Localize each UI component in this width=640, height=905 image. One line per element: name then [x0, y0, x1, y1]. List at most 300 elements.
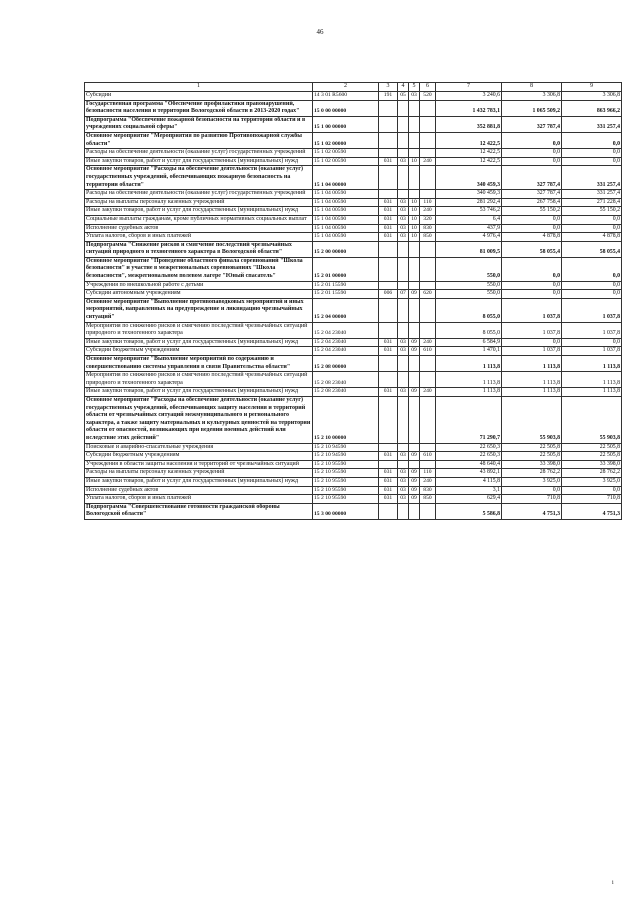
row-value-2018-cell: 8 055,0	[436, 298, 502, 322]
row-value-2019-cell: 33 398,0	[502, 460, 562, 469]
row-type-cell	[420, 281, 436, 290]
row-value-2019-cell: 1 037,8	[502, 347, 562, 356]
row-value-2019-cell: 1 113,8	[502, 372, 562, 388]
row-value-2020-cell: 3 306,8	[562, 92, 622, 101]
row-value-2020-cell: 55 150,2	[562, 207, 622, 216]
row-section-cell: 03	[398, 198, 409, 207]
table-row	[85, 347, 622, 356]
row-value-2019-cell: 327 787,4	[502, 116, 562, 132]
row-value-2019-cell: 3 306,8	[502, 92, 562, 101]
row-subsection-cell	[409, 241, 420, 257]
row-name-cell: Расходы на выплаты персоналу казенных учреждений	[85, 469, 313, 478]
row-section-cell	[398, 166, 409, 190]
row-value-2020-cell: 3 925,0	[562, 477, 622, 486]
header-cell: 9	[562, 83, 622, 92]
row-value-2018-cell: 12 422,5	[436, 149, 502, 158]
row-value-2018-cell: 340 459,3	[436, 190, 502, 199]
row-value-2020-cell: 0,0	[562, 281, 622, 290]
row-ministry-cell	[379, 298, 398, 322]
row-value-2020-cell: 1 113,8	[562, 356, 622, 372]
row-type-cell	[420, 100, 436, 116]
table-row	[85, 290, 622, 299]
row-name-cell: Субсидии	[85, 92, 313, 101]
row-subsection-cell: 10	[409, 224, 420, 233]
row-subsection-cell	[409, 460, 420, 469]
row-value-2020-cell: 1 113,8	[562, 372, 622, 388]
row-name-cell: Подпрограмма "Совершенствование готовности гражданской обороны Вологодской области"	[85, 503, 313, 519]
row-value-2020-cell: 33 398,0	[562, 460, 622, 469]
row-type-cell: 240	[420, 388, 436, 397]
row-subsection-cell	[409, 132, 420, 148]
row-ministry-cell: 031	[379, 157, 398, 166]
row-name-cell: Исполнение судебных актов	[85, 224, 313, 233]
row-section-cell	[398, 132, 409, 148]
row-value-2018-cell: 3,1	[436, 486, 502, 495]
row-code-cell: 15 1 04 00590	[313, 198, 379, 207]
row-section-cell	[398, 356, 409, 372]
row-type-cell	[420, 116, 436, 132]
row-subsection-cell	[409, 298, 420, 322]
row-name-cell: Уплата налогов, сборов и иных платежей	[85, 495, 313, 504]
row-value-2019-cell: 327 787,4	[502, 166, 562, 190]
row-value-2019-cell: 0,0	[502, 132, 562, 148]
row-value-2018-cell: 3 240,6	[436, 92, 502, 101]
row-value-2020-cell: 1 037,8	[562, 298, 622, 322]
row-type-cell: 830	[420, 224, 436, 233]
row-value-2020-cell: 0,0	[562, 215, 622, 224]
row-ministry-cell: 031	[379, 477, 398, 486]
row-value-2020-cell: 22 505,8	[562, 443, 622, 452]
table-row	[85, 356, 622, 372]
table-row	[85, 166, 622, 190]
row-type-cell	[420, 503, 436, 519]
table-row	[85, 298, 622, 322]
table-row	[85, 215, 622, 224]
row-value-2018-cell: 12 422,5	[436, 157, 502, 166]
row-value-2019-cell: 55 903,8	[502, 396, 562, 443]
table-row	[85, 486, 622, 495]
table-row	[85, 233, 622, 242]
row-code-cell: 15 1 04 00590	[313, 224, 379, 233]
row-value-2018-cell: 1 113,8	[436, 388, 502, 397]
row-value-2018-cell: 22 650,3	[436, 452, 502, 461]
row-value-2020-cell: 0,0	[562, 224, 622, 233]
row-code-cell: 15 1 04 00590	[313, 215, 379, 224]
row-value-2019-cell: 3 925,0	[502, 477, 562, 486]
table-row	[85, 92, 622, 101]
row-subsection-cell	[409, 281, 420, 290]
row-name-cell: Иные закупки товаров, работ и услуг для государственных (муниципальных) нужд	[85, 388, 313, 397]
corner-mark: i	[612, 880, 614, 886]
row-name-cell: Расходы на обеспечение деятельности (оказание услуг) государственных учреждений	[85, 190, 313, 199]
row-name-cell: Учреждения в области защиты населения и территорий от чрезвычайных ситуаций	[85, 460, 313, 469]
row-name-cell: Мероприятия по снижению рисков и смягчению последствий чрезвычайных ситуаций природного и техногенного характера	[85, 372, 313, 388]
row-value-2019-cell: 0,0	[502, 290, 562, 299]
row-type-cell: 240	[420, 157, 436, 166]
row-value-2018-cell: 48 640,4	[436, 460, 502, 469]
row-name-cell: Социальные выплаты гражданам, кроме публичных нормативных социальных выплат	[85, 215, 313, 224]
row-subsection-cell: 09	[409, 290, 420, 299]
row-name-cell: Основное мероприятие "Расходы на обеспечение деятельности (оказание услуг) государственных учреждений, обеспечивающих защиту населения и территорий области от чрезвычайных ситуаций межмуниципального и регионального характера, а также защиту материальных и культурных ценностей на территории области от опасностей, возникающих при ведении военных действий или вследствие этих действий"	[85, 396, 313, 443]
row-type-cell	[420, 190, 436, 199]
row-name-cell: Субсидии бюджетным учреждениям	[85, 347, 313, 356]
row-section-cell	[398, 100, 409, 116]
table-row	[85, 281, 622, 290]
row-value-2018-cell: 8 055,0	[436, 322, 502, 338]
row-value-2019-cell: 1 113,8	[502, 388, 562, 397]
row-type-cell	[420, 298, 436, 322]
row-value-2020-cell: 4 878,8	[562, 233, 622, 242]
row-subsection-cell: 10	[409, 157, 420, 166]
row-section-cell: 03	[398, 157, 409, 166]
table-row	[85, 241, 622, 257]
row-type-cell	[420, 460, 436, 469]
table-body	[85, 83, 622, 520]
row-type-cell	[420, 241, 436, 257]
row-ministry-cell: 191	[379, 92, 398, 101]
row-type-cell: 240	[420, 207, 436, 216]
row-ministry-cell: 031	[379, 452, 398, 461]
row-section-cell	[398, 241, 409, 257]
row-type-cell: 240	[420, 477, 436, 486]
row-value-2020-cell: 0,0	[562, 338, 622, 347]
row-type-cell: 320	[420, 215, 436, 224]
row-section-cell	[398, 460, 409, 469]
header-cell: 4	[398, 83, 409, 92]
row-name-cell: Иные закупки товаров, работ и услуг для государственных (муниципальных) нужд	[85, 157, 313, 166]
row-value-2019-cell: 0,0	[502, 157, 562, 166]
row-name-cell: Основное мероприятие "Мероприятия по развитию Противопожарной службы области"	[85, 132, 313, 148]
row-ministry-cell	[379, 396, 398, 443]
row-value-2020-cell: 0,0	[562, 486, 622, 495]
table-row	[85, 503, 622, 519]
row-type-cell	[420, 356, 436, 372]
row-subsection-cell	[409, 257, 420, 281]
row-value-2019-cell: 4 751,3	[502, 503, 562, 519]
header-cell: 3	[379, 83, 398, 92]
row-ministry-cell	[379, 322, 398, 338]
row-value-2019-cell: 58 055,4	[502, 241, 562, 257]
row-value-2018-cell: 4 976,4	[436, 233, 502, 242]
row-section-cell: 03	[398, 477, 409, 486]
row-name-cell: Учреждения по внешкольной работе с детьми	[85, 281, 313, 290]
row-subsection-cell	[409, 100, 420, 116]
row-subsection-cell: 09	[409, 486, 420, 495]
header-cell: 2	[313, 83, 379, 92]
row-ministry-cell: 031	[379, 198, 398, 207]
row-code-cell: 15 1 02 00590	[313, 149, 379, 158]
row-section-cell	[398, 281, 409, 290]
row-value-2019-cell: 327 787,4	[502, 190, 562, 199]
row-value-2019-cell: 1 113,8	[502, 356, 562, 372]
row-subsection-cell	[409, 322, 420, 338]
row-subsection-cell	[409, 396, 420, 443]
row-type-cell	[420, 166, 436, 190]
row-section-cell: 07	[398, 290, 409, 299]
row-value-2019-cell: 28 762,2	[502, 469, 562, 478]
row-type-cell: 240	[420, 338, 436, 347]
row-ministry-cell	[379, 132, 398, 148]
header-cell: 6	[420, 83, 436, 92]
row-ministry-cell	[379, 281, 398, 290]
row-subsection-cell: 10	[409, 215, 420, 224]
row-name-cell: Расходы на выплаты персоналу казенных учреждений	[85, 198, 313, 207]
row-value-2018-cell: 629,4	[436, 495, 502, 504]
row-value-2019-cell: 710,8	[502, 495, 562, 504]
row-code-cell: 15 2 10 95590	[313, 460, 379, 469]
row-ministry-cell: 031	[379, 215, 398, 224]
row-subsection-cell: 10	[409, 207, 420, 216]
row-ministry-cell: 031	[379, 388, 398, 397]
row-name-cell: Государственная программа "Обеспечение профилактики правонарушений, безопасности населения и территории Вологодской области в 2013-2020 годах"	[85, 100, 313, 116]
row-code-cell: 15 1 04 00590	[313, 233, 379, 242]
row-type-cell: 830	[420, 486, 436, 495]
page-number: 46	[316, 28, 324, 36]
row-code-cell: 15 2 04 23040	[313, 347, 379, 356]
row-value-2019-cell: 55 150,2	[502, 207, 562, 216]
row-subsection-cell: 09	[409, 469, 420, 478]
row-value-2018-cell: 4 115,8	[436, 477, 502, 486]
row-subsection-cell: 09	[409, 347, 420, 356]
table-row	[85, 198, 622, 207]
row-name-cell: Исполнение судебных актов	[85, 486, 313, 495]
row-ministry-cell: 031	[379, 207, 398, 216]
row-subsection-cell: 09	[409, 388, 420, 397]
row-section-cell	[398, 322, 409, 338]
row-code-cell: 15 1 04 00590	[313, 207, 379, 216]
row-section-cell: 03	[398, 469, 409, 478]
row-section-cell	[398, 503, 409, 519]
row-ministry-cell	[379, 166, 398, 190]
table-row	[85, 257, 622, 281]
row-value-2018-cell: 12 422,5	[436, 132, 502, 148]
row-value-2020-cell: 58 055,4	[562, 241, 622, 257]
row-section-cell	[398, 116, 409, 132]
row-value-2018-cell: 352 881,8	[436, 116, 502, 132]
row-name-cell: Поисковые и аварийно-спасательные учреждения	[85, 443, 313, 452]
row-type-cell: 110	[420, 198, 436, 207]
row-value-2020-cell: 863 966,2	[562, 100, 622, 116]
row-value-2018-cell: 550,0	[436, 257, 502, 281]
row-value-2018-cell: 1 432 783,1	[436, 100, 502, 116]
row-value-2018-cell: 6,4	[436, 215, 502, 224]
table-row	[85, 460, 622, 469]
row-value-2019-cell: 0,0	[502, 257, 562, 281]
row-code-cell: 15 1 04 00000	[313, 166, 379, 190]
row-value-2019-cell: 0,0	[502, 281, 562, 290]
table-row	[85, 338, 622, 347]
budget-table	[84, 82, 622, 520]
row-name-cell: Иные закупки товаров, работ и услуг для государственных (муниципальных) нужд	[85, 477, 313, 486]
row-ministry-cell	[379, 190, 398, 199]
table-row	[85, 190, 622, 199]
row-value-2018-cell: 6 584,9	[436, 338, 502, 347]
row-section-cell	[398, 396, 409, 443]
row-ministry-cell	[379, 241, 398, 257]
row-code-cell: 15 2 01 00000	[313, 257, 379, 281]
row-ministry-cell: 031	[379, 347, 398, 356]
row-ministry-cell	[379, 149, 398, 158]
row-subsection-cell	[409, 503, 420, 519]
row-subsection-cell	[409, 356, 420, 372]
row-value-2020-cell: 331 257,4	[562, 116, 622, 132]
row-section-cell: 03	[398, 233, 409, 242]
row-name-cell: Расходы на обеспечение деятельности (оказание услуг) государственных учреждений	[85, 149, 313, 158]
row-type-cell: 620	[420, 290, 436, 299]
row-subsection-cell: 09	[409, 452, 420, 461]
row-section-cell	[398, 149, 409, 158]
row-value-2020-cell: 1 113,8	[562, 388, 622, 397]
row-section-cell	[398, 298, 409, 322]
row-section-cell: 03	[398, 452, 409, 461]
row-code-cell: 15 2 10 00000	[313, 396, 379, 443]
row-value-2019-cell: 0,0	[502, 215, 562, 224]
row-ministry-cell: 031	[379, 486, 398, 495]
row-value-2018-cell: 1 470,1	[436, 347, 502, 356]
row-name-cell: Подпрограмма "Обеспечение пожарной безопасности на территории области и в учреждениях социальной сферы"	[85, 116, 313, 132]
row-code-cell: 15 2 10 94590	[313, 452, 379, 461]
row-ministry-cell	[379, 116, 398, 132]
row-ministry-cell	[379, 356, 398, 372]
row-subsection-cell: 09	[409, 338, 420, 347]
row-type-cell: 610	[420, 347, 436, 356]
row-value-2020-cell: 0,0	[562, 290, 622, 299]
row-subsection-cell: 03	[409, 92, 420, 101]
row-value-2020-cell: 0,0	[562, 132, 622, 148]
row-value-2020-cell: 55 903,8	[562, 396, 622, 443]
row-value-2018-cell: 53 746,2	[436, 207, 502, 216]
row-type-cell	[420, 372, 436, 388]
row-value-2019-cell: 0,0	[502, 224, 562, 233]
row-section-cell: 03	[398, 347, 409, 356]
row-code-cell: 15 1 00 00000	[313, 116, 379, 132]
row-value-2018-cell: 1 113,8	[436, 356, 502, 372]
header-row	[85, 83, 622, 92]
row-code-cell: 15 2 08 23040	[313, 372, 379, 388]
row-code-cell: 15 2 04 00000	[313, 298, 379, 322]
table-row	[85, 477, 622, 486]
row-section-cell: 03	[398, 486, 409, 495]
row-name-cell: Иные закупки товаров, работ и услуг для государственных (муниципальных) нужд	[85, 207, 313, 216]
table-row	[85, 149, 622, 158]
row-name-cell: Субсидии автономным учреждениям	[85, 290, 313, 299]
row-value-2020-cell: 22 505,8	[562, 452, 622, 461]
row-type-cell: 520	[420, 92, 436, 101]
row-value-2018-cell: 281 292,4	[436, 198, 502, 207]
row-subsection-cell	[409, 190, 420, 199]
row-type-cell	[420, 132, 436, 148]
row-value-2020-cell: 331 257,4	[562, 166, 622, 190]
row-code-cell: 15 1 04 00590	[313, 190, 379, 199]
row-name-cell: Мероприятия по снижению рисков и смягчению последствий чрезвычайных ситуаций природного и техногенного характера	[85, 322, 313, 338]
row-code-cell: 15 0 00 00000	[313, 100, 379, 116]
row-code-cell: 15 3 00 00000	[313, 503, 379, 519]
row-subsection-cell	[409, 166, 420, 190]
row-type-cell: 610	[420, 452, 436, 461]
row-section-cell: 03	[398, 215, 409, 224]
row-section-cell: 03	[398, 388, 409, 397]
row-value-2020-cell: 710,8	[562, 495, 622, 504]
row-ministry-cell	[379, 460, 398, 469]
row-subsection-cell: 10	[409, 233, 420, 242]
row-value-2020-cell: 1 037,8	[562, 322, 622, 338]
table-row	[85, 452, 622, 461]
header-cell: 5	[409, 83, 420, 92]
row-code-cell: 14 3 01 R5600	[313, 92, 379, 101]
row-value-2018-cell: 71 290,7	[436, 396, 502, 443]
row-value-2019-cell: 1 037,8	[502, 298, 562, 322]
row-value-2019-cell: 1 037,8	[502, 322, 562, 338]
row-type-cell	[420, 322, 436, 338]
table-row	[85, 224, 622, 233]
row-name-cell: Основное мероприятие "Выполнение мероприятий по содержанию и совершенствованию системы управления в связи Правительства области"	[85, 356, 313, 372]
row-value-2018-cell: 340 459,3	[436, 166, 502, 190]
row-value-2020-cell: 1 037,8	[562, 347, 622, 356]
row-ministry-cell	[379, 372, 398, 388]
table-row	[85, 116, 622, 132]
row-type-cell: 110	[420, 469, 436, 478]
row-section-cell: 03	[398, 338, 409, 347]
row-code-cell: 15 2 10 95590	[313, 495, 379, 504]
header-cell: 1	[85, 83, 313, 92]
row-name-cell: Основное мероприятие "Проведение областного финала соревнований "Школа безопасности" и участие в межрегиональных соревнованиях "Школа безопасности", межрегиональном полевом лагере "Юный спасатель"	[85, 257, 313, 281]
row-value-2020-cell: 0,0	[562, 149, 622, 158]
table-row	[85, 322, 622, 338]
row-ministry-cell: 031	[379, 224, 398, 233]
row-value-2020-cell: 4 751,3	[562, 503, 622, 519]
row-type-cell	[420, 443, 436, 452]
row-value-2019-cell: 0,0	[502, 486, 562, 495]
row-value-2018-cell: 81 009,5	[436, 241, 502, 257]
row-name-cell: Подпрограмма "Снижение рисков и смягчение последствий чрезвычайных ситуаций природного и техногенного характера в Вологодской области"	[85, 241, 313, 257]
row-value-2018-cell: 550,0	[436, 281, 502, 290]
row-ministry-cell: 031	[379, 338, 398, 347]
row-section-cell: 05	[398, 92, 409, 101]
row-value-2019-cell: 1 065 509,2	[502, 100, 562, 116]
row-value-2020-cell: 0,0	[562, 157, 622, 166]
header-cell: 8	[502, 83, 562, 92]
row-value-2020-cell: 271 228,4	[562, 198, 622, 207]
row-code-cell: 15 2 08 00000	[313, 356, 379, 372]
row-subsection-cell: 09	[409, 477, 420, 486]
row-ministry-cell	[379, 100, 398, 116]
row-ministry-cell: 006	[379, 290, 398, 299]
row-code-cell: 15 2 08 23040	[313, 388, 379, 397]
row-code-cell: 15 1 02 00000	[313, 132, 379, 148]
table-row	[85, 388, 622, 397]
row-name-cell: Уплата налогов, сборов и иных платежей	[85, 233, 313, 242]
row-code-cell: 15 1 02 00590	[313, 157, 379, 166]
row-code-cell: 15 2 00 00000	[313, 241, 379, 257]
row-value-2019-cell: 4 878,8	[502, 233, 562, 242]
row-value-2018-cell: 437,9	[436, 224, 502, 233]
row-type-cell	[420, 149, 436, 158]
row-section-cell: 03	[398, 207, 409, 216]
row-subsection-cell	[409, 116, 420, 132]
table-row	[85, 443, 622, 452]
row-value-2019-cell: 22 505,8	[502, 443, 562, 452]
row-subsection-cell	[409, 443, 420, 452]
row-section-cell	[398, 190, 409, 199]
row-section-cell	[398, 257, 409, 281]
row-ministry-cell	[379, 257, 398, 281]
row-section-cell: 03	[398, 495, 409, 504]
row-value-2019-cell: 22 505,8	[502, 452, 562, 461]
row-code-cell: 15 2 01 15590	[313, 290, 379, 299]
row-value-2019-cell: 0,0	[502, 338, 562, 347]
header-cell: 7	[436, 83, 502, 92]
row-value-2020-cell: 0,0	[562, 257, 622, 281]
